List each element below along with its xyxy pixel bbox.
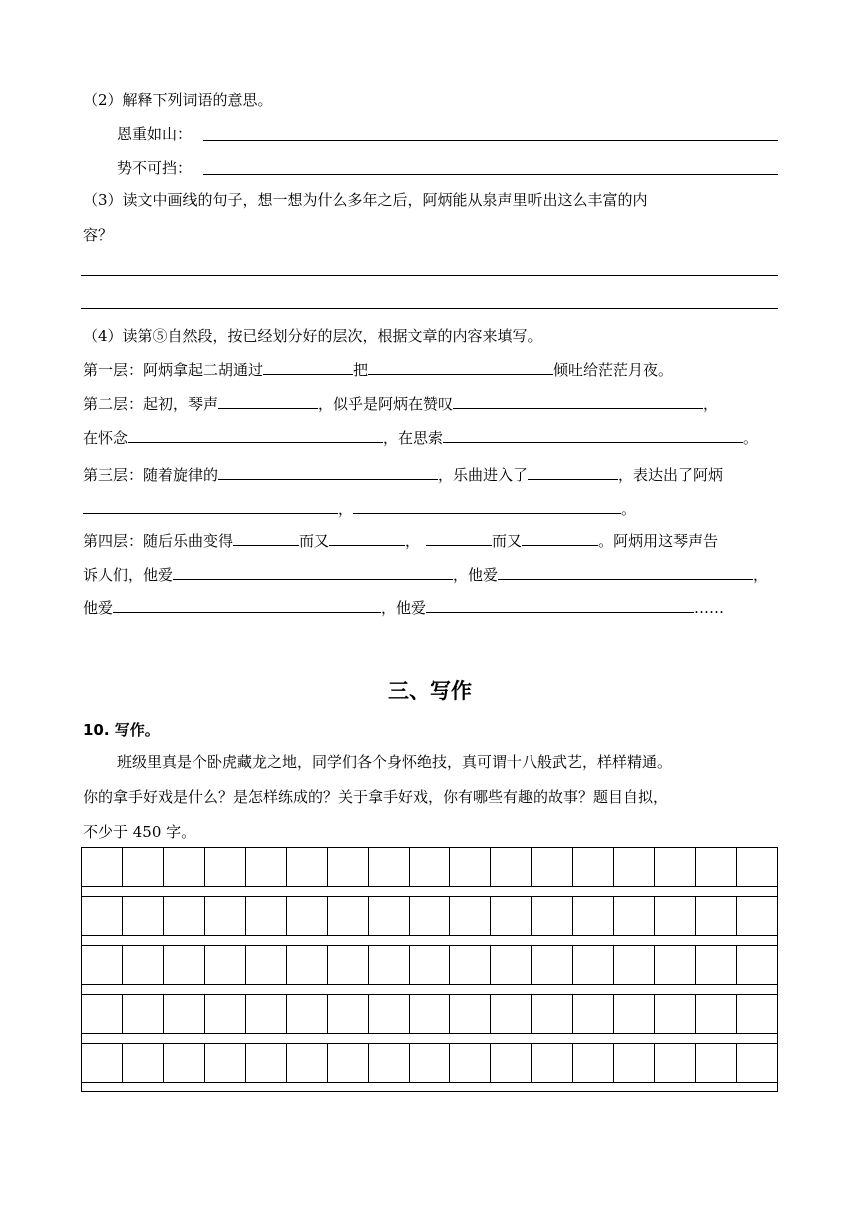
section-title: 三、写作 (388, 679, 472, 703)
grid-cell[interactable] (614, 897, 655, 935)
q4-layer4-cont1 (83, 564, 768, 585)
grid-cell[interactable] (328, 995, 369, 1033)
q4-layer2-blank-3[interactable] (128, 427, 383, 443)
q4-layer1 (83, 359, 673, 380)
grid-cell[interactable] (82, 897, 123, 935)
q4-heading: （4）读第⑤自然段，按已经划分好的层次，根据文章的内容来填写。 (83, 327, 543, 345)
grid-cell[interactable] (164, 995, 205, 1033)
q10-label: 10. 写作。 (83, 721, 160, 739)
q4-layer2-cont-text-b: ，在思索 (383, 429, 444, 447)
grid-cell[interactable] (246, 848, 287, 886)
grid-cell[interactable] (328, 848, 369, 886)
grid-cell[interactable] (82, 1044, 123, 1082)
q4-layer1-blank-2[interactable] (368, 359, 553, 375)
grid-cell[interactable] (369, 848, 410, 886)
grid-row-gap (81, 887, 778, 896)
grid-cell[interactable] (450, 848, 491, 886)
grid-cell[interactable] (737, 995, 777, 1033)
grid-cell[interactable] (123, 848, 164, 886)
q4-layer3 (83, 464, 723, 485)
q4-layer4-cont2-text-a: 他爱 (83, 599, 114, 617)
grid-cell[interactable] (450, 1044, 491, 1082)
grid-cell[interactable] (573, 1044, 614, 1082)
grid-cell[interactable] (655, 946, 696, 984)
grid-cell[interactable] (205, 1044, 246, 1082)
q2-term1-label: 恩重如山： (117, 125, 193, 143)
grid-cell[interactable] (737, 1044, 777, 1082)
grid-cell[interactable] (287, 995, 328, 1033)
q4-layer4-blank-4[interactable] (522, 530, 598, 546)
grid-cell[interactable] (614, 946, 655, 984)
grid-cell[interactable] (696, 946, 737, 984)
grid-cell[interactable] (450, 897, 491, 935)
grid-cell[interactable] (532, 848, 573, 886)
q4-layer2-blank-4[interactable] (443, 427, 743, 443)
grid-row-gap (81, 985, 778, 994)
grid-cell[interactable] (655, 848, 696, 886)
q10-prompt-line2: 你的拿手好戏是什么？是怎样练成的？关于拿手好戏，你有哪些有趣的故事？题目自拟， (83, 788, 669, 806)
q4-layer1-text-b: 把 (353, 361, 369, 379)
grid-cell[interactable] (491, 897, 532, 935)
grid-cell[interactable] (369, 897, 410, 935)
grid-row (81, 847, 778, 887)
q4-layer2 (83, 393, 718, 414)
q3-answer-line-1[interactable] (81, 275, 778, 276)
grid-cell[interactable] (205, 848, 246, 886)
q4-layer3-blank-1[interactable] (218, 464, 438, 480)
grid-cell[interactable] (655, 897, 696, 935)
grid-row-gap (81, 936, 778, 945)
grid-cell[interactable] (614, 1044, 655, 1082)
q4-layer4-blank-6[interactable] (498, 564, 753, 580)
q4-layer4-blank-5[interactable] (173, 564, 453, 580)
grid-cell[interactable] (287, 848, 328, 886)
q4-layer2-cont (83, 427, 758, 448)
q4-layer4-text-c: ， (405, 532, 421, 550)
grid-cell[interactable] (532, 897, 573, 935)
q4-layer2-text-c: ， (703, 395, 719, 413)
grid-cell[interactable] (450, 946, 491, 984)
grid-cell[interactable] (410, 897, 451, 935)
q4-layer2-blank-2[interactable] (453, 393, 703, 409)
grid-cell[interactable] (573, 897, 614, 935)
q4-layer2-text-a: 第二层：起初，琴声 (83, 395, 219, 413)
q4-layer3-blank-4[interactable] (353, 498, 621, 514)
grid-cell[interactable] (573, 946, 614, 984)
grid-cell[interactable] (164, 848, 205, 886)
grid-cell[interactable] (491, 946, 532, 984)
q2-term2-label: 势不可挡： (117, 159, 193, 177)
q4-layer1-text-c: 倾吐给茫茫月夜。 (553, 361, 674, 379)
grid-cell[interactable] (696, 1044, 737, 1082)
grid-cell[interactable] (205, 946, 246, 984)
q2-term2-answer-line[interactable] (203, 174, 778, 175)
grid-cell[interactable] (369, 995, 410, 1033)
grid-row (81, 994, 778, 1034)
grid-cell[interactable] (328, 897, 369, 935)
grid-cell[interactable] (655, 1044, 696, 1082)
q4-layer4-blank-7[interactable] (113, 597, 381, 613)
q4-layer3-cont-text-b: 。 (621, 500, 637, 518)
grid-cell[interactable] (164, 1044, 205, 1082)
q10-prompt-line3: 不少于 450 字。 (83, 823, 197, 841)
grid-cell[interactable] (246, 946, 287, 984)
grid-cell[interactable] (287, 897, 328, 935)
grid-cell[interactable] (410, 848, 451, 886)
q4-layer2-blank-1[interactable] (218, 393, 318, 409)
q4-layer4-cont1-text-c: ， (753, 566, 769, 584)
grid-cell[interactable] (614, 995, 655, 1033)
q4-layer4-blank-8[interactable] (426, 597, 694, 613)
grid-cell[interactable] (655, 995, 696, 1033)
q4-layer2-cont-text-c: 。 (743, 429, 759, 447)
q4-layer3-text-c: ，表达出了阿炳 (618, 466, 724, 484)
grid-cell[interactable] (573, 848, 614, 886)
grid-cell[interactable] (205, 897, 246, 935)
grid-cell[interactable] (410, 946, 451, 984)
grid-cell[interactable] (737, 946, 777, 984)
q3-text-line1: （3）读文中画线的句子，想一想为什么多年之后，阿炳能从泉声里听出这么丰富的内 (83, 191, 648, 209)
grid-cell[interactable] (246, 995, 287, 1033)
grid-row (81, 1043, 778, 1083)
grid-row (81, 896, 778, 936)
grid-cell[interactable] (696, 897, 737, 935)
grid-cell[interactable] (164, 897, 205, 935)
q4-layer4-text-a: 第四层：随后乐曲变得 (83, 532, 234, 550)
grid-cell[interactable] (491, 848, 532, 886)
q4-layer4-cont1-text-b: ，他爱 (453, 566, 499, 584)
q3-text-line2: 容？ (83, 226, 114, 244)
q4-layer1-blank-1[interactable] (263, 359, 353, 375)
grid-cell[interactable] (287, 946, 328, 984)
q4-layer2-text-b: ，似乎是阿炳在赞叹 (318, 395, 454, 413)
grid-cell[interactable] (287, 1044, 328, 1082)
q4-layer3-cont-text-a: ， (338, 500, 354, 518)
q4-layer4 (83, 530, 718, 551)
grid-cell[interactable] (737, 897, 777, 935)
grid-row-gap (81, 1083, 778, 1092)
grid-cell[interactable] (573, 995, 614, 1033)
q4-layer1-text-a: 第一层：阿炳拿起二胡通过 (83, 361, 264, 379)
grid-cell[interactable] (696, 995, 737, 1033)
q2-term1-answer-line[interactable] (203, 140, 778, 141)
q4-layer4-blank-3[interactable] (426, 530, 492, 546)
q4-layer4-blank-1[interactable] (233, 530, 299, 546)
q4-layer4-text-b: 而又 (299, 532, 330, 550)
q4-layer4-cont1-text-a: 诉人们，他爱 (83, 566, 174, 584)
grid-cell[interactable] (246, 1044, 287, 1082)
q4-layer2-cont-text-a: 在怀念 (83, 429, 129, 447)
grid-cell[interactable] (696, 848, 737, 886)
grid-cell[interactable] (123, 1044, 164, 1082)
grid-cell[interactable] (450, 995, 491, 1033)
q3-answer-line-2[interactable] (81, 308, 778, 309)
grid-cell[interactable] (123, 897, 164, 935)
grid-cell[interactable] (614, 848, 655, 886)
grid-cell[interactable] (328, 946, 369, 984)
grid-cell[interactable] (369, 1044, 410, 1082)
writing-grid[interactable] (81, 847, 778, 1092)
grid-cell[interactable] (328, 1044, 369, 1082)
grid-cell[interactable] (123, 995, 164, 1033)
grid-row-gap (81, 1034, 778, 1043)
grid-cell[interactable] (410, 995, 451, 1033)
grid-cell[interactable] (532, 1044, 573, 1082)
grid-cell[interactable] (369, 946, 410, 984)
q4-layer4-blank-2[interactable] (329, 530, 405, 546)
grid-cell[interactable] (532, 946, 573, 984)
q4-layer4-cont2-text-b: ，他爱 (381, 599, 427, 617)
q4-layer4-text-e: 。阿炳用这琴声告 (598, 532, 719, 550)
grid-cell[interactable] (737, 848, 777, 886)
grid-cell[interactable] (491, 1044, 532, 1082)
grid-cell[interactable] (82, 995, 123, 1033)
grid-cell[interactable] (532, 995, 573, 1033)
grid-cell[interactable] (205, 995, 246, 1033)
q4-layer3-blank-2[interactable] (528, 464, 618, 480)
grid-cell[interactable] (82, 848, 123, 886)
grid-cell[interactable] (246, 897, 287, 935)
grid-row (81, 945, 778, 985)
grid-cell[interactable] (123, 946, 164, 984)
grid-cell[interactable] (82, 946, 123, 984)
q4-layer4-cont2-text-c: …… (694, 599, 725, 617)
grid-cell[interactable] (164, 946, 205, 984)
q4-layer3-text-a: 第三层：随着旋律的 (83, 466, 219, 484)
q10-prompt-line1: 班级里真是个卧虎藏龙之地，同学们各个身怀绝技，真可谓十八般武艺，样样精通。 (117, 753, 673, 771)
q4-layer4-cont2 (83, 597, 724, 618)
q2-heading: （2）解释下列词语的意思。 (83, 91, 273, 109)
q4-layer3-cont (83, 498, 636, 519)
q4-layer3-blank-3[interactable] (83, 498, 338, 514)
q4-layer3-text-b: ，乐曲进入了 (438, 466, 529, 484)
q4-layer4-text-d: 而又 (492, 532, 523, 550)
grid-cell[interactable] (410, 1044, 451, 1082)
grid-cell[interactable] (491, 995, 532, 1033)
